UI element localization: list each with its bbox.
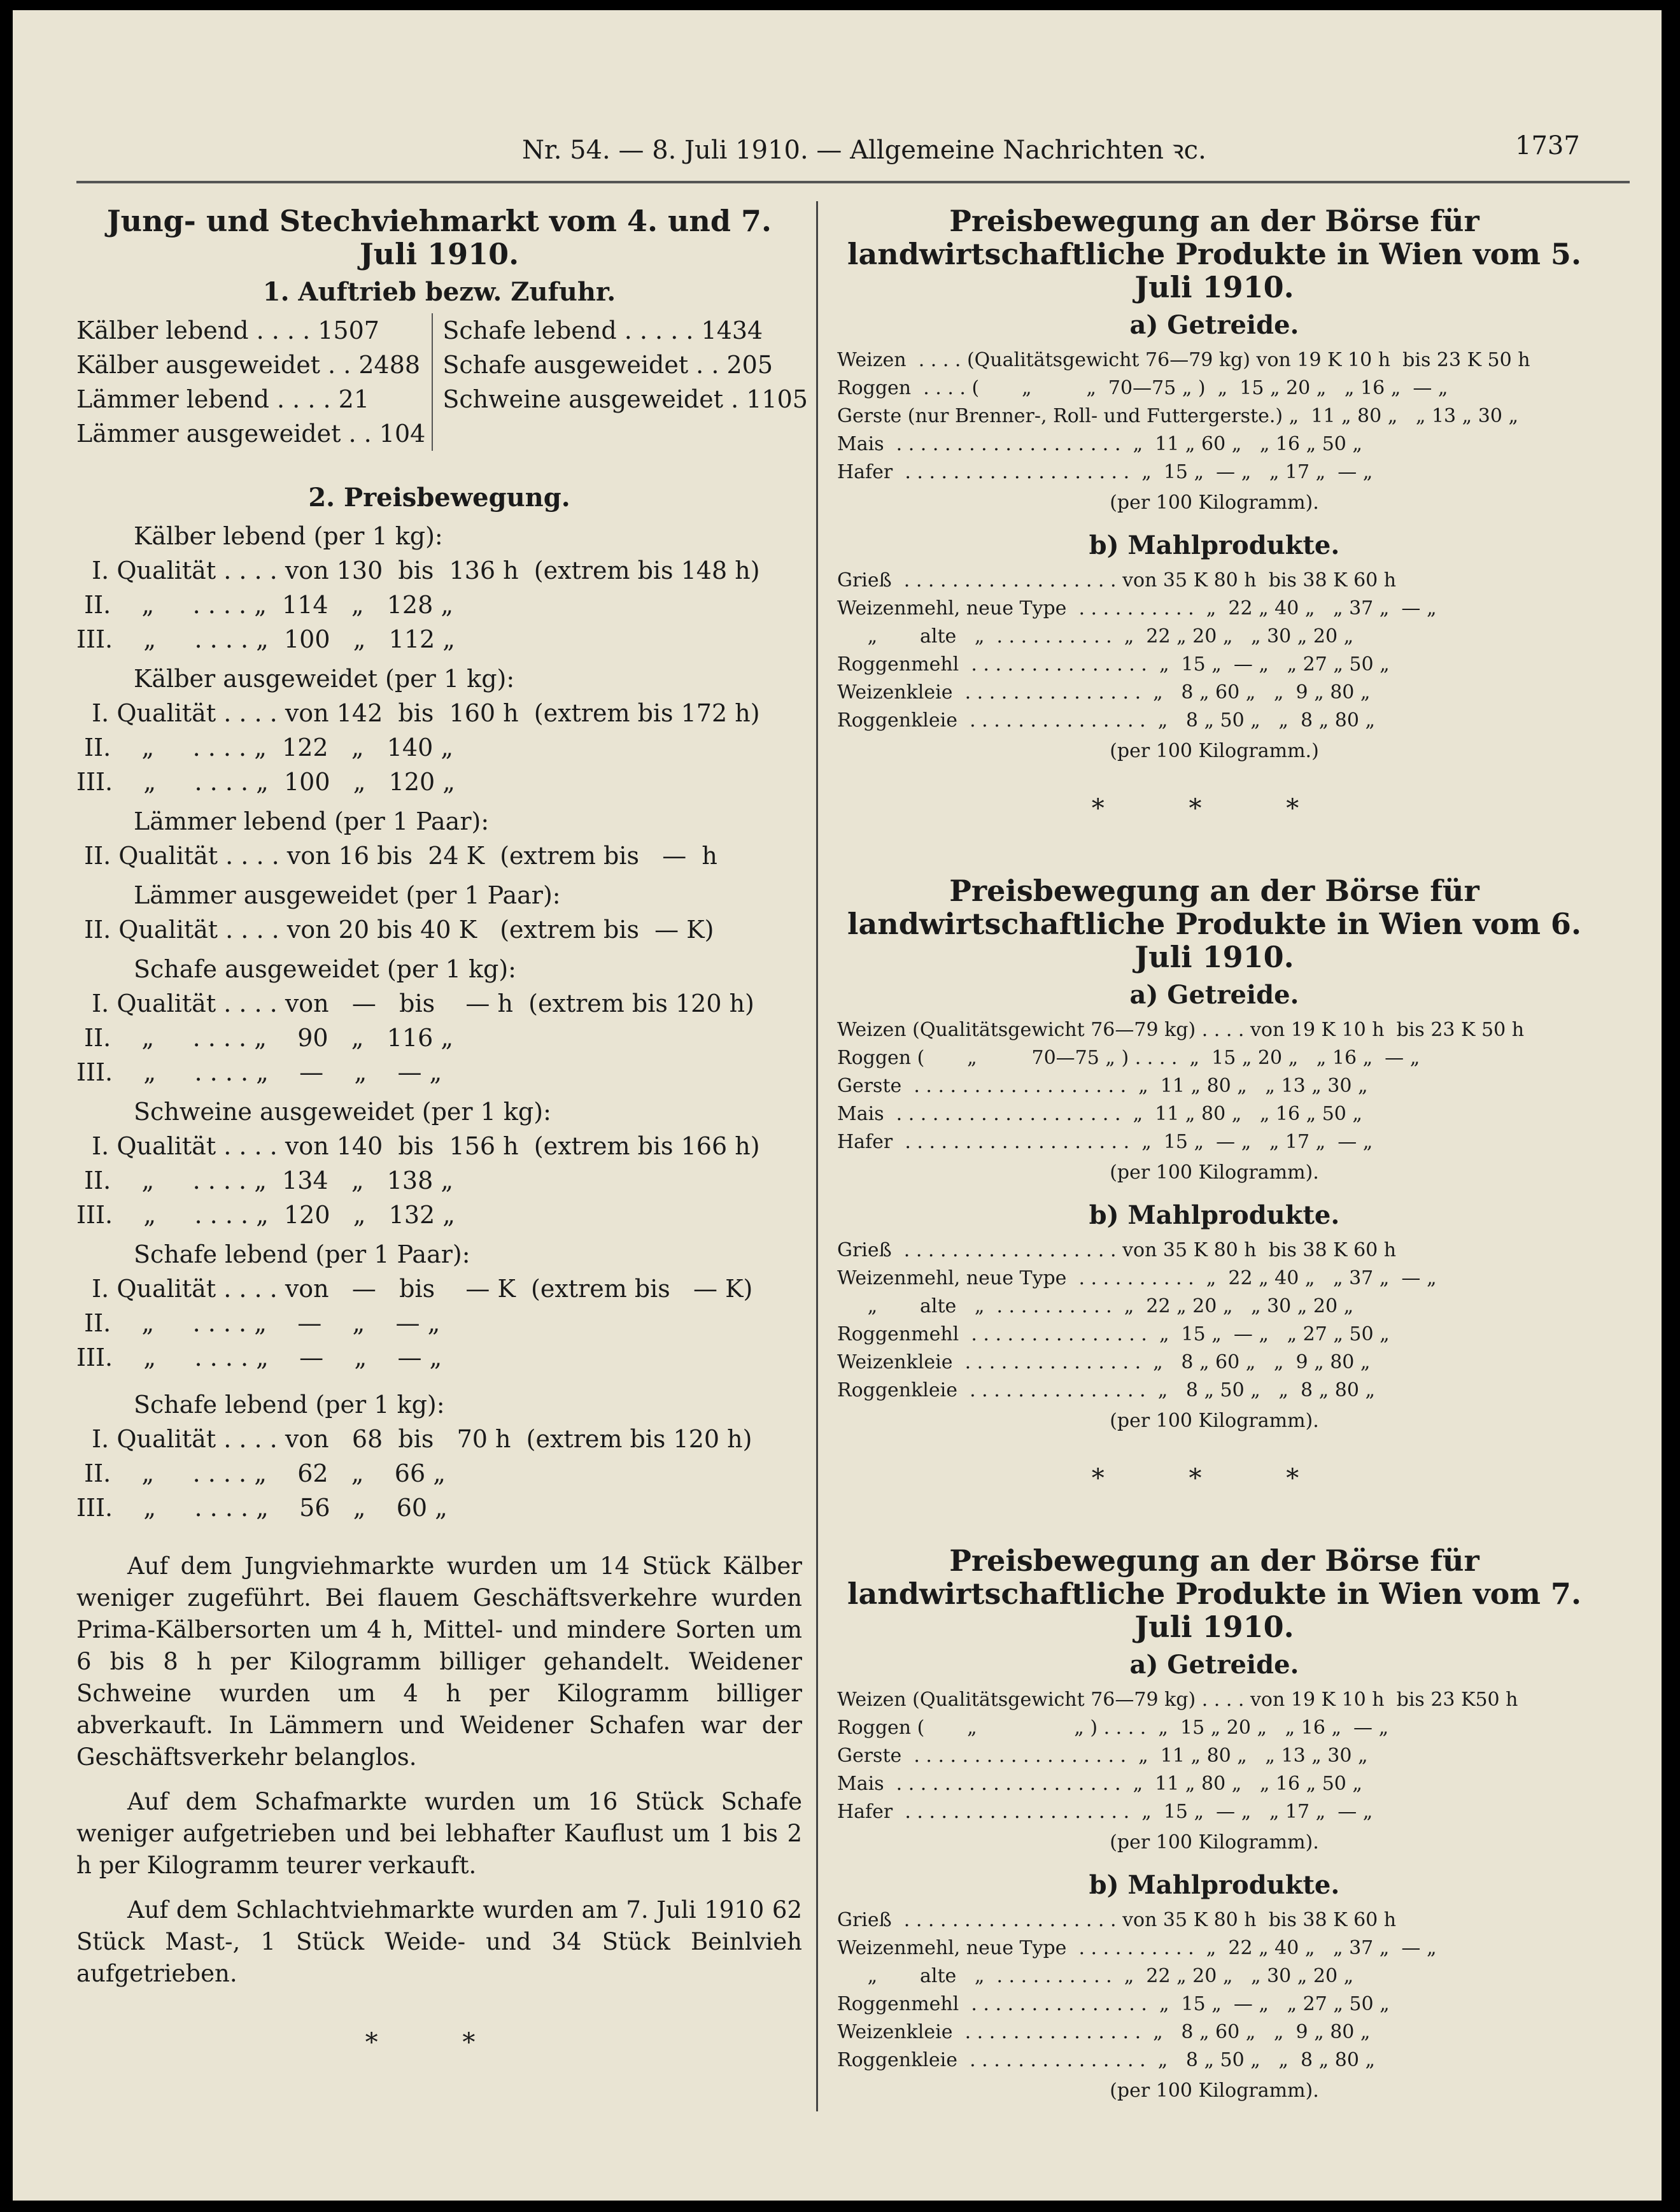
unit-note: (per 100 Kilogramm). [1110, 1831, 1319, 1854]
unit-note: (per 100 Kilogramm.) [1110, 740, 1319, 762]
quality-row: III. „ . . . . „ 56 „ 60 „ [76, 1494, 448, 1522]
price-row: Mais . . . . . . . . . . . . . . . . . . . „ 11 „ 60 „ „ 16 „ 50 „ [837, 433, 1362, 455]
flour-heading: b) Mahlprodukte. [1089, 1870, 1340, 1900]
category-heading: Schweine ausgeweidet (per 1 kg): [134, 1098, 551, 1126]
price-row: Grieß . . . . . . . . . . . . . . . . . . von 35 K 80 h bis 38 K 60 h [837, 569, 1397, 592]
supply-row: Schafe ausgeweidet . . 205 [442, 351, 773, 379]
category-heading: Schafe lebend (per 1 kg): [134, 1391, 445, 1419]
grain-heading: a) Getreide. [1129, 1650, 1299, 1680]
category-heading: Schafe ausgeweidet (per 1 kg): [134, 955, 516, 983]
price-row: „ alte „ . . . . . . . . . . „ 22 „ 20 „ „ 30 „ 20 „ [837, 1965, 1354, 1987]
price-row: Weizen . . . . (Qualitätsgewicht 76—79 kg) von 19 K 10 h bis 23 K 50 h [837, 349, 1530, 371]
section-separator: * * * [1091, 1464, 1338, 1493]
right-column [837, 204, 1592, 2118]
left-column [76, 204, 808, 2108]
quality-row: I. Qualität . . . . von — bis — K (extrem bis — K) [76, 1275, 753, 1303]
report-paragraph: Auf dem Schafmarkte wurden um 16 Stück Schafe weniger aufgetrieben und bei lebhafter Kauflust um 1 bis 2 h per Kilogramm teurer verkauft. [76, 1788, 802, 1879]
price-row: Weizenkleie . . . . . . . . . . . . . . . „ 8 „ 60 „ „ 9 „ 80 „ [837, 681, 1371, 704]
quality-row: II. „ . . . . „ — „ — „ [76, 1309, 441, 1337]
category-heading: Lämmer ausgeweidet (per 1 Paar): [134, 881, 561, 909]
header-rule [76, 181, 1630, 183]
page-number: 1737 [1515, 131, 1580, 160]
price-row: „ alte „ . . . . . . . . . . „ 22 „ 20 „ „ 30 „ 20 „ [837, 625, 1354, 648]
price-row: Mais . . . . . . . . . . . . . . . . . . . „ 11 „ 80 „ „ 16 „ 50 „ [837, 1773, 1362, 1795]
section-separator: * * [365, 2028, 514, 2057]
quality-row: II. Qualität . . . . von 20 bis 40 K (extrem bis — K) [76, 916, 714, 944]
supply-row: Lämmer ausgeweidet . . 104 [76, 420, 426, 448]
price-row: Roggenkleie . . . . . . . . . . . . . . . „ 8 „ 50 „ „ 8 „ 80 „ [837, 2049, 1375, 2071]
price-row: Weizenmehl, neue Type . . . . . . . . . . „ 22 „ 40 „ „ 37 „ — „ [837, 597, 1437, 620]
grain-heading: a) Getreide. [1129, 980, 1299, 1010]
supply-table [76, 313, 808, 451]
report-paragraph: Auf dem Schlachtviehmarkte wurden am 7. Juli 1910 62 Stück Mast-, 1 Stück Weide- und 34 Stück Beinlvieh aufgetrieben. [76, 1896, 802, 1987]
quality-row: III. „ . . . . „ 100 „ 112 „ [76, 625, 455, 653]
price-row: Weizen (Qualitätsgewicht 76—79 kg) . . . . von 19 K 10 h bis 23 K 50 h [837, 1019, 1525, 1041]
exchange-title: Preisbewegung an der Börse für landwirtschaftliche Produkte in Wien vom 5. Juli 1910. [847, 204, 1581, 304]
price-row: Grieß . . . . . . . . . . . . . . . . . . von 35 K 80 h bis 38 K 60 h [837, 1909, 1397, 1931]
supply-row: Kälber ausgeweidet . . 2488 [76, 351, 421, 379]
price-row: Roggenmehl . . . . . . . . . . . . . . . „ 15 „ — „ „ 27 „ 50 „ [837, 1993, 1390, 2015]
price-row: Roggenmehl . . . . . . . . . . . . . . . „ 15 „ — „ „ 27 „ 50 „ [837, 1323, 1390, 1345]
price-row: Gerste . . . . . . . . . . . . . . . . . . „ 11 „ 80 „ „ 13 „ 30 „ [837, 1075, 1368, 1097]
flour-heading: b) Mahlprodukte. [1089, 530, 1340, 560]
price-row: Roggen ( „ „ ) . . . . „ 15 „ 20 „ „ 16 „ — „ [837, 1717, 1389, 1739]
exchange-title: Preisbewegung an der Börse für landwirtschaftliche Produkte in Wien vom 6. Juli 1910. [847, 874, 1581, 974]
quality-row: III. „ . . . . „ — „ — „ [76, 1058, 442, 1086]
price-row: Weizenkleie . . . . . . . . . . . . . . . „ 8 „ 60 „ „ 9 „ 80 „ [837, 1351, 1371, 1373]
price-row: Roggen . . . . ( „ „ 70—75 „ ) „ 15 „ 20 „ „ 16 „ — „ [837, 377, 1448, 399]
quality-row: II. „ . . . . „ 134 „ 138 „ [76, 1166, 454, 1195]
category-heading: Schafe lebend (per 1 Paar): [134, 1240, 470, 1268]
unit-note: (per 100 Kilogramm). [1110, 492, 1319, 514]
unit-note: (per 100 Kilogramm). [1110, 2080, 1319, 2102]
supply-row: Kälber lebend . . . . 1507 [76, 316, 379, 344]
flour-heading: b) Mahlprodukte. [1089, 1200, 1340, 1230]
price-row: „ alte „ . . . . . . . . . . „ 22 „ 20 „ „ 30 „ 20 „ [837, 1295, 1354, 1317]
unit-note: (per 100 Kilogramm). [1110, 1410, 1319, 1432]
quality-row: II. „ . . . . „ 122 „ 140 „ [76, 734, 454, 762]
price-row: Roggenmehl . . . . . . . . . . . . . . . „ 15 „ — „ „ 27 „ 50 „ [837, 653, 1390, 676]
price-row: Weizenmehl, neue Type . . . . . . . . . . „ 22 „ 40 „ „ 37 „ — „ [837, 1267, 1437, 1289]
quality-row: II. Qualität . . . . von 16 bis 24 K (extrem bis — h [76, 842, 717, 870]
quality-row: II. „ . . . . „ 114 „ 128 „ [76, 591, 454, 619]
quality-row: II. „ . . . . „ 90 „ 116 „ [76, 1024, 454, 1052]
quality-row: III. „ . . . . „ 120 „ 132 „ [76, 1201, 455, 1229]
price-row: Hafer . . . . . . . . . . . . . . . . . . . „ 15 „ — „ „ 17 „ — „ [837, 1801, 1373, 1823]
quality-row: I. Qualität . . . . von 130 bis 136 h (extrem bis 148 h) [76, 557, 760, 585]
unit-note: (per 100 Kilogramm). [1110, 1161, 1319, 1184]
supply-row: Schweine ausgeweidet . 1105 [442, 385, 808, 413]
supply-row: Schafe lebend . . . . . 1434 [442, 316, 763, 344]
price-row: Weizenkleie . . . . . . . . . . . . . . . „ 8 „ 60 „ „ 9 „ 80 „ [837, 2021, 1371, 2043]
running-header: Nr. 54. — 8. Juli 1910. — Allgemeine Nachrichten ꝛc. [522, 136, 1206, 165]
exchange-title: Preisbewegung an der Börse für landwirtschaftliche Produkte in Wien vom 7. Juli 1910. [847, 1543, 1581, 1644]
category-heading: Kälber ausgeweidet (per 1 kg): [134, 665, 515, 693]
grain-heading: a) Getreide. [1129, 310, 1299, 340]
page [13, 10, 1662, 2201]
category-heading: Lämmer lebend (per 1 Paar): [134, 807, 490, 835]
quality-row: III. „ . . . . „ — „ — „ [76, 1344, 442, 1372]
quality-row: I. Qualität . . . . von 140 bis 156 h (extrem bis 166 h) [76, 1132, 760, 1160]
quality-row: I. Qualität . . . . von 142 bis 160 h (extrem bis 172 h) [76, 699, 760, 727]
price-row: Gerste . . . . . . . . . . . . . . . . . . „ 11 „ 80 „ „ 13 „ 30 „ [837, 1745, 1368, 1767]
price-row: Gerste (nur Brenner-, Roll- und Futtergerste.) „ 11 „ 80 „ „ 13 „ 30 „ [837, 405, 1519, 427]
price-row: Roggenkleie . . . . . . . . . . . . . . . „ 8 „ 50 „ „ 8 „ 80 „ [837, 709, 1375, 732]
column-divider [816, 201, 818, 2111]
price-row: Hafer . . . . . . . . . . . . . . . . . . . „ 15 „ — „ „ 17 „ — „ [837, 1131, 1373, 1153]
quality-row: III. „ . . . . „ 100 „ 120 „ [76, 768, 455, 796]
price-row: Hafer . . . . . . . . . . . . . . . . . . . „ 15 „ — „ „ 17 „ — „ [837, 461, 1373, 483]
price-row: Mais . . . . . . . . . . . . . . . . . . . „ 11 „ 80 „ „ 16 „ 50 „ [837, 1103, 1362, 1125]
report-paragraph: Auf dem Jungviehmarkte wurden um 14 Stück Kälber weniger zugeführt. Bei flauem Geschäftsverkehre wurden Prima-Kälbersorten um 4 h, Mittel- und mindere Sorten um 6 bis 8 h per Kilogramm billiger gehandelt. Weidener Schweine wurden um 4 h per Kilogramm billiger abverkauft. In Lämmern und Weidener Schafen war der Geschäftsverkehr belanglos. [76, 1552, 802, 1771]
price-row: Weizen (Qualitätsgewicht 76—79 kg) . . . . von 19 K 10 h bis 23 K50 h [837, 1689, 1518, 1711]
price-row: Roggen ( „ 70—75 „ ) . . . . „ 15 „ 20 „ „ 16 „ — „ [837, 1047, 1420, 1069]
quality-row: I. Qualität . . . . von 68 bis 70 h (extrem bis 120 h) [76, 1425, 752, 1453]
price-row: Weizenmehl, neue Type . . . . . . . . . . „ 22 „ 40 „ „ 37 „ — „ [837, 1937, 1437, 1959]
section-separator: * * * [1091, 794, 1338, 823]
section-supply-heading: 1. Auftrieb bezw. Zufuhr. [262, 277, 616, 307]
supply-row: Lämmer lebend . . . . 21 [76, 385, 370, 413]
price-row: Grieß . . . . . . . . . . . . . . . . . . von 35 K 80 h bis 38 K 60 h [837, 1239, 1397, 1261]
category-heading: Kälber lebend (per 1 kg): [134, 522, 443, 550]
quality-row: II. „ . . . . „ 62 „ 66 „ [76, 1459, 446, 1487]
price-row: Roggenkleie . . . . . . . . . . . . . . . „ 8 „ 50 „ „ 8 „ 80 „ [837, 1379, 1375, 1401]
section-price-heading: 2. Preisbewegung. [308, 483, 570, 513]
market-title: Jung- und Stechviehmarkt vom 4. und 7. Juli 1910. [106, 204, 772, 271]
quality-row: I. Qualität . . . . von — bis — h (extrem bis 120 h) [76, 989, 754, 1017]
